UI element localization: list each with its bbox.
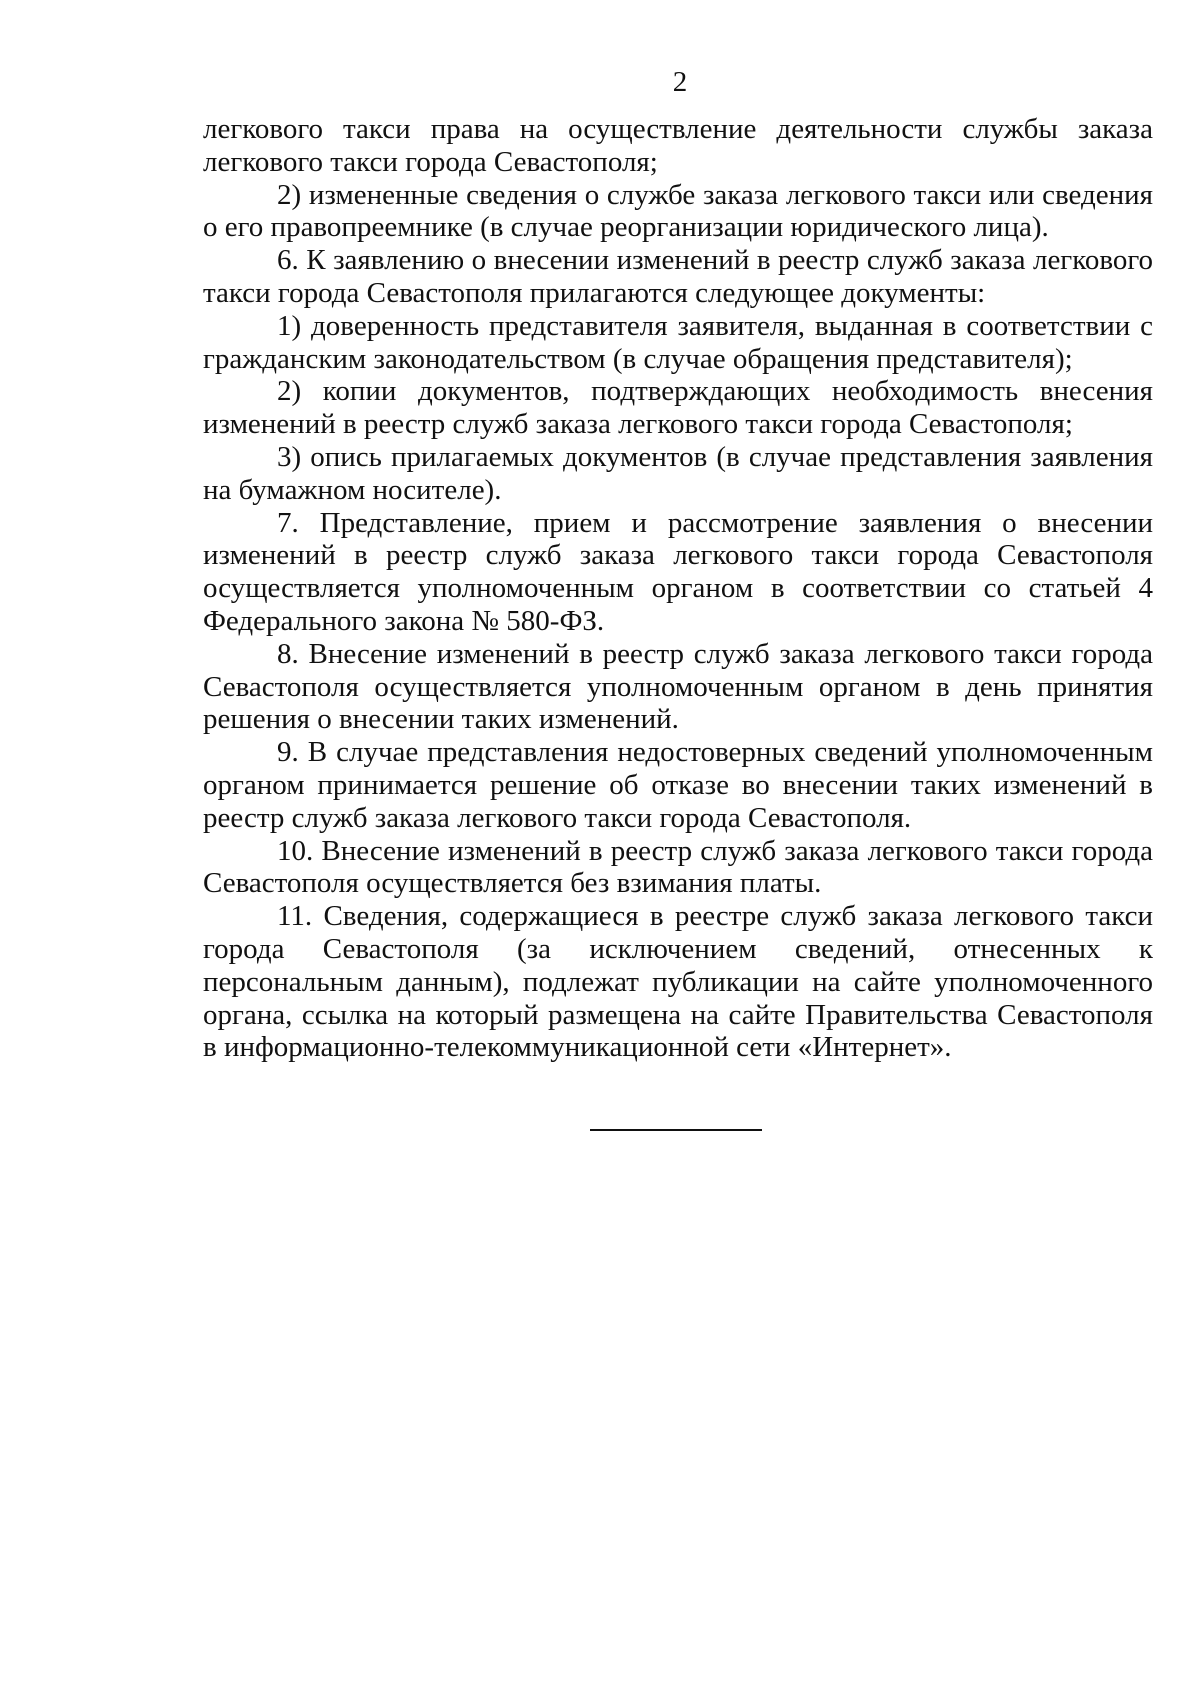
paragraph: 3) опись прилагаемых документов (в случае представления заявления на бумажном носителе).	[203, 440, 1153, 506]
paragraph: 1) доверенность представителя заявителя, выданная в соответствии с гражданским законодательством (в случае обращения представителя);	[203, 309, 1153, 375]
end-divider-line	[590, 1129, 762, 1131]
paragraph: 6. К заявлению о внесении изменений в реестр служб заказа легкового такси города Севастополя прилагаются следующее документы:	[203, 244, 1153, 309]
paragraph: 2) копии документов, подтверждающих необходимость внесения изменений в реестр служб заказа легкового такси города Севастополя;	[203, 375, 1153, 441]
paragraph: 7. Представление, прием и рассмотрение заявления о внесении изменений в реестр служб заказа легкового такси города Севастополя осуществляется уполномоченным органом в соответствии со статьей 4 Федерального закона № 580-ФЗ.	[203, 506, 1153, 637]
paragraph: 11. Сведения, содержащиеся в реестре служб заказа легкового такси города Севастополя (за исключением сведений, отнесенных к персональным данным), подлежат публикации на сайте уполномоченного органа, ссылка на который размещена на сайте Правительства Севастополя в информационно-телекоммуникационной сети «Интернет».	[203, 900, 1153, 1064]
page-number: 2	[672, 66, 688, 98]
paragraph: легкового такси права на осуществление деятельности службы заказа легкового такси города Севастополя;	[203, 113, 1153, 178]
document-body	[203, 113, 1153, 1064]
paragraph: 8. Внесение изменений в реестр служб заказа легкового такси города Севастополя осуществляется уполномоченным органом в день принятия решения о внесении таких изменений.	[203, 637, 1153, 736]
paragraph: 2) измененные сведения о службе заказа легкового такси или сведения о его правопреемнике (в случае реорганизации юридического лица).	[203, 178, 1153, 244]
paragraph: 9. В случае представления недостоверных сведений уполномоченным органом принимается решение об отказе во внесении таких изменений в реестр служб заказа легкового такси города Севастополя.	[203, 736, 1153, 834]
paragraph: 10. Внесение изменений в реестр служб заказа легкового такси города Севастополя осуществляется без взимания платы.	[203, 834, 1153, 900]
